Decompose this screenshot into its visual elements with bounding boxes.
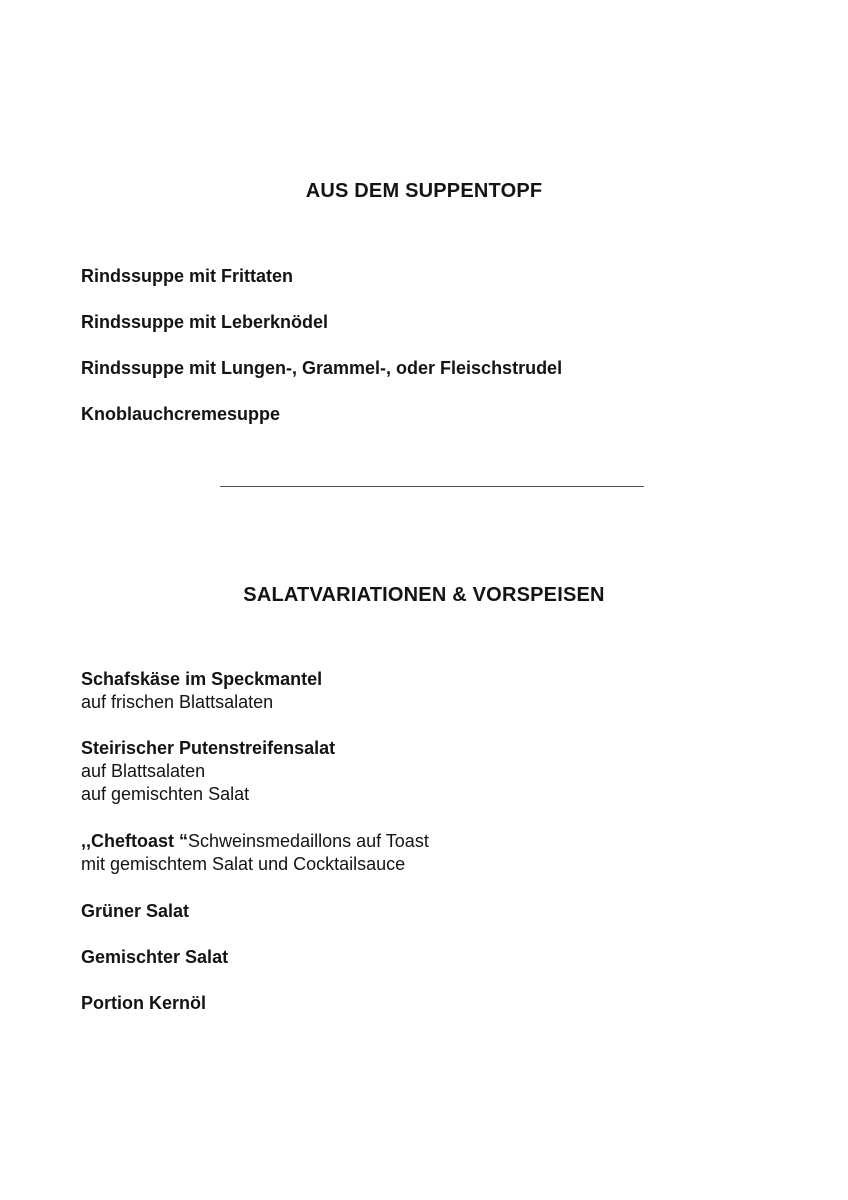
salad-item-description: auf frischen Blattsalaten (81, 692, 274, 712)
salad-item-name-suffix: Schweinsmedaillons auf Toast (188, 831, 429, 851)
salad-item-schafskaese (81, 668, 322, 714)
salad-item-description: auf Blattsalaten (81, 761, 206, 781)
salad-item-gruener-salat: Grüner Salat (81, 901, 190, 921)
soup-item-frittaten: Rindssuppe mit Frittaten (81, 266, 294, 286)
salad-item-gemischter-salat: Gemischter Salat (81, 947, 229, 967)
salad-item-cheftoast (81, 830, 429, 876)
salad-section-title: SALATVARIATIONEN & VORSPEISEN (243, 584, 605, 606)
salad-item-name: Steirischer Putenstreifensalat (81, 738, 336, 758)
salad-item-putenstreifensalat (81, 737, 335, 806)
salad-item-name: ,,Cheftoast “ (81, 831, 189, 851)
soup-item-strudel: Rindssuppe mit Lungen-, Grammel-, oder Fleischstrudel (81, 358, 563, 378)
salad-item-name: Schafskäse im Speckmantel (81, 669, 323, 689)
soup-item-knoblauchcremesuppe: Knoblauchcremesuppe (81, 404, 281, 424)
section-divider (220, 486, 644, 487)
salad-item-description: mit gemischtem Salat und Cocktailsauce (81, 854, 406, 874)
soup-section-title: AUS DEM SUPPENTOPF (305, 180, 543, 202)
salad-item-description: auf gemischten Salat (81, 784, 250, 804)
soup-item-leberknoedel: Rindssuppe mit Leberknödel (81, 312, 329, 332)
salad-item-kernoel: Portion Kernöl (81, 993, 206, 1013)
